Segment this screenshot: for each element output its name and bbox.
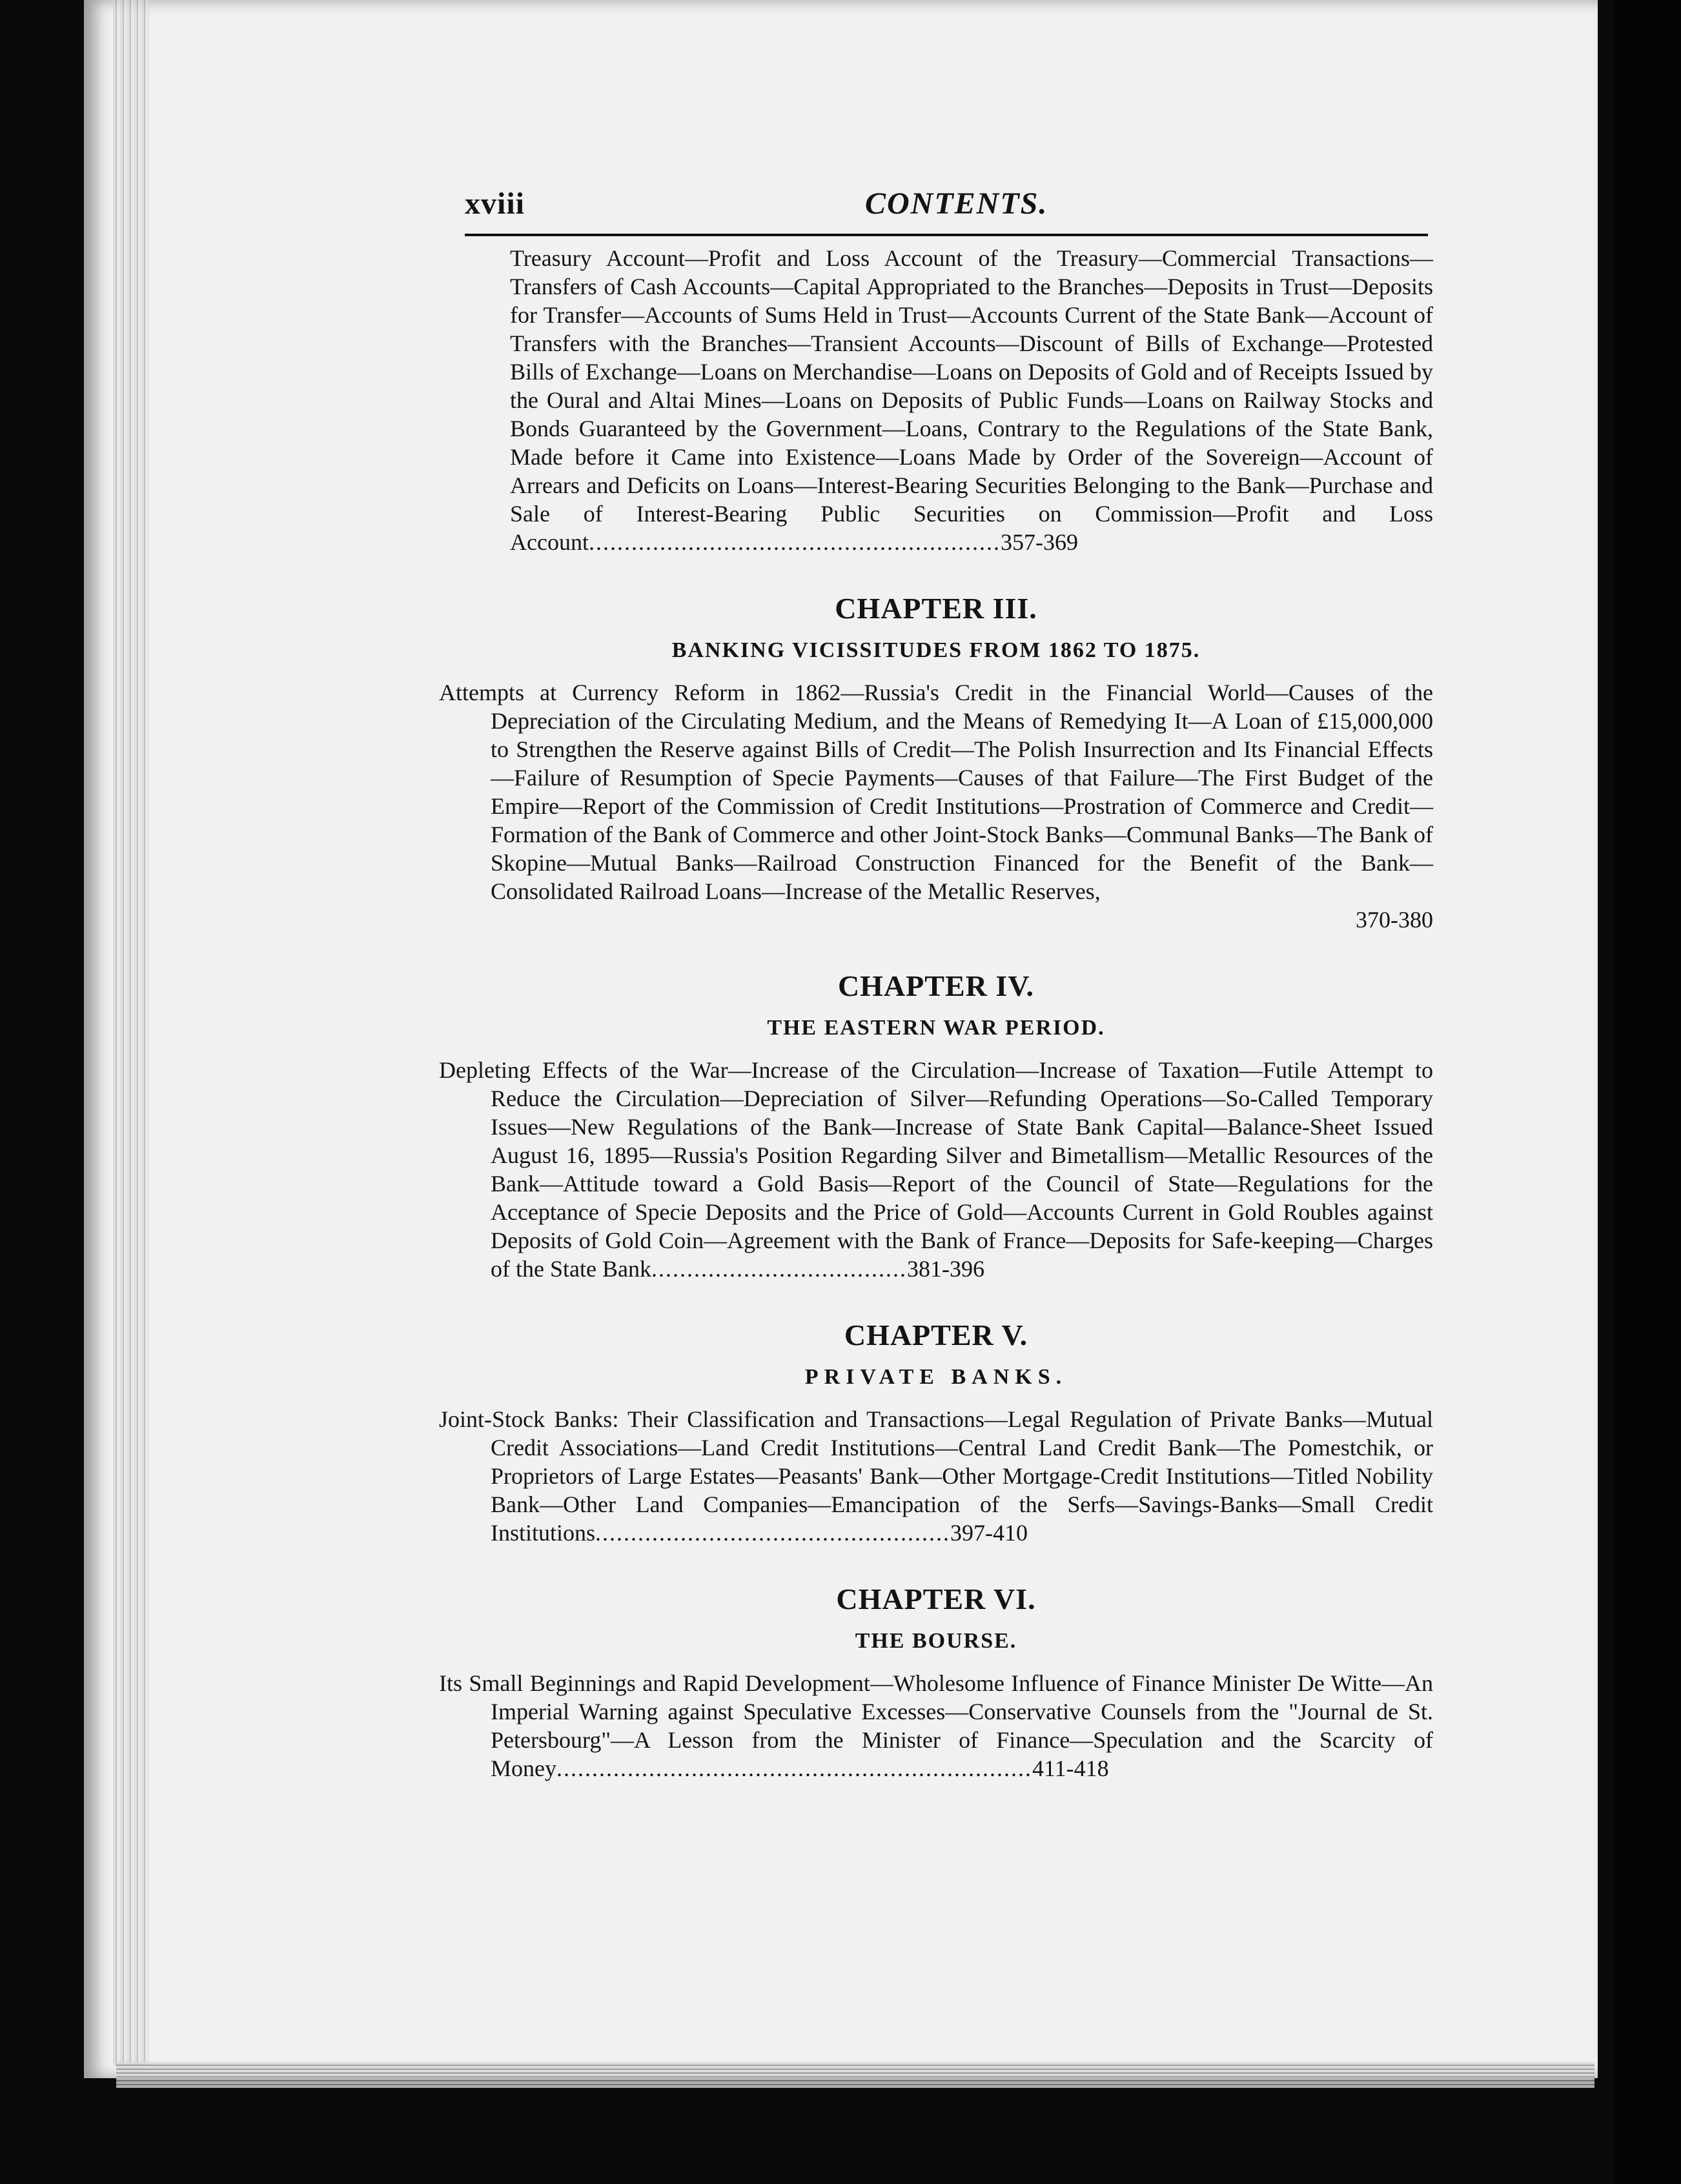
entry-text: Depleting Effects of the War—Increase of the Circulation—Increase of Taxation—Futile Attempt to Reduce the Circulation—Depreciation of Silver—Refunding Operations—So-Called Temporary Issues—New Regulations of the Bank—Increase of State Bank Capital—Balance-Sheet Issued August 16, 1895—Russia's Position Regarding Silver and Bimetallism—Metallic Resources of the Bank—Attitude toward a Gold Basis—Report of the Council of State—Regulations for the Acceptance of Specie Deposits and the Price of Gold—Accounts Current in Gold Roubles against Deposits of Gold Coin—Agreement with the Bank of France—Deposits for Safe-keeping—Charges of the State Bank [439,1057,1433,1282]
chapter-6 [439,1582,1433,1783]
chapter-heading: CHAPTER V. [844,1319,1028,1351]
entry-text: Attempts at Currency Reform in 1862—Russia's Credit in the Financial World—Causes of the Depreciation of the Circulating Medium, and the Means of Remedying It—A Loan of £15,000,000 to Strengthen the Reserve against Bills of Credit—The Polish Insurrection and Its Financial Effects—Failure of Resumption of Specie Payments—Causes of that Failure—The First Budget of the Empire—Report of the Commission of Credit Institutions—Prostration of Commerce and Credit—Formation of the Bank of Commerce and other Joint-Stock Banks—Communal Banks—The Bank of Skopine—Mutual Banks—Railroad Construction Financed for the Benefit of the Bank—Consolidated Railroad Loans—Increase of the Metallic Reserves, [439,680,1433,904]
facing-page-strip [1614,0,1681,2184]
contents-body [439,244,1433,1783]
chapter-entry [439,678,1433,934]
running-title: CONTENTS. [865,187,1048,221]
chapter-title: PRIVATE BANKS. [804,1365,1068,1389]
chapter-title: THE BOURSE. [855,1629,1017,1653]
chapter-3 [439,591,1433,934]
chapter-entry [439,1669,1433,1783]
leader-dots: ................................................................... [556,1755,1032,1781]
entry-pages: 411-418 [1032,1755,1109,1781]
page-bottom-edge [116,2062,1594,2088]
chapter-title: THE EASTERN WAR PERIOD. [767,1016,1105,1040]
chapter-5 [439,1318,1433,1547]
chapter-4 [439,969,1433,1283]
leader-dots: .......................................................... [588,529,1001,555]
entry-pages: 397-410 [950,1520,1028,1546]
entry-pages: 357-369 [1000,529,1078,555]
chapter-entry [439,1056,1433,1283]
chapter-heading: CHAPTER VI. [836,1582,1036,1615]
header-rule [465,234,1428,236]
leader-dots: .................................... [651,1256,907,1282]
chapter-entry [439,1405,1433,1547]
running-header [465,174,1427,236]
entry-text: Joint-Stock Banks: Their Classification and Transactions—Legal Regulation of Private Banks—Mutual Credit Associations—Land Credit Institutions—Central Land Credit Bank—The Pomestchik, or Proprietors of Large Estates—Peasants' Bank—Other Mortgage-Credit Institutions—Titled Nobility Bank—Other Land Companies—Emancipation of the Serfs—Savings-Banks—Small Credit Institutions [439,1406,1433,1546]
entry-pages: 381-396 [906,1256,984,1282]
page-number: xviii [465,187,525,221]
page-edge-shading [113,0,149,2065]
entry-text: Its Small Beginnings and Rapid Development—Wholesome Influence of Finance Minister De Witte—An Imperial Warning against Speculative Excesses—Conservative Counsels from the "Journal de St. Petersbourg"—A Lesson from the Minister of Finance—Speculation and the Scarcity of Money [439,1670,1433,1781]
chapter-heading: CHAPTER IV. [837,969,1035,1002]
continued-entry [439,244,1433,556]
entry-pages: 370-380 [1356,907,1433,933]
chapter-title: BANKING VICISSITUDES FROM 1862 TO 1875. [671,638,1201,662]
leader-dots: .................................................. [595,1520,951,1546]
entry-text: Treasury Account—Profit and Loss Account of the Treasury—Commercial Transactions—Transfers of Cash Accounts—Capital Appropriated to the Branches—Deposits in Trust—Deposits for Transfer—Accounts of Sums Held in Trust—Accounts Current of the State Bank—Account of Transfers with the Branches—Transient Accounts—Discount of Bills of Exchange—Protested Bills of Exchange—Loans on Merchandise—Loans on Deposits of Gold and of Receipts Issued by the Oural and Altai Mines—Loans on Deposits of Public Funds—Loans on Railway Stocks and Bonds Guaranteed by the Government—Loans, Contrary to the Regulations of the State Bank, Made before it Came into Existence—Loans Made by Order of the Sovereign—Account of Arrears and Deficits on Loans—Interest-Bearing Securities Belonging to the Bank—Purchase and Sale of Interest-Bearing Public Securities on Commission—Profit and Loss Account [510,245,1433,555]
chapter-heading: CHAPTER III. [835,592,1037,625]
